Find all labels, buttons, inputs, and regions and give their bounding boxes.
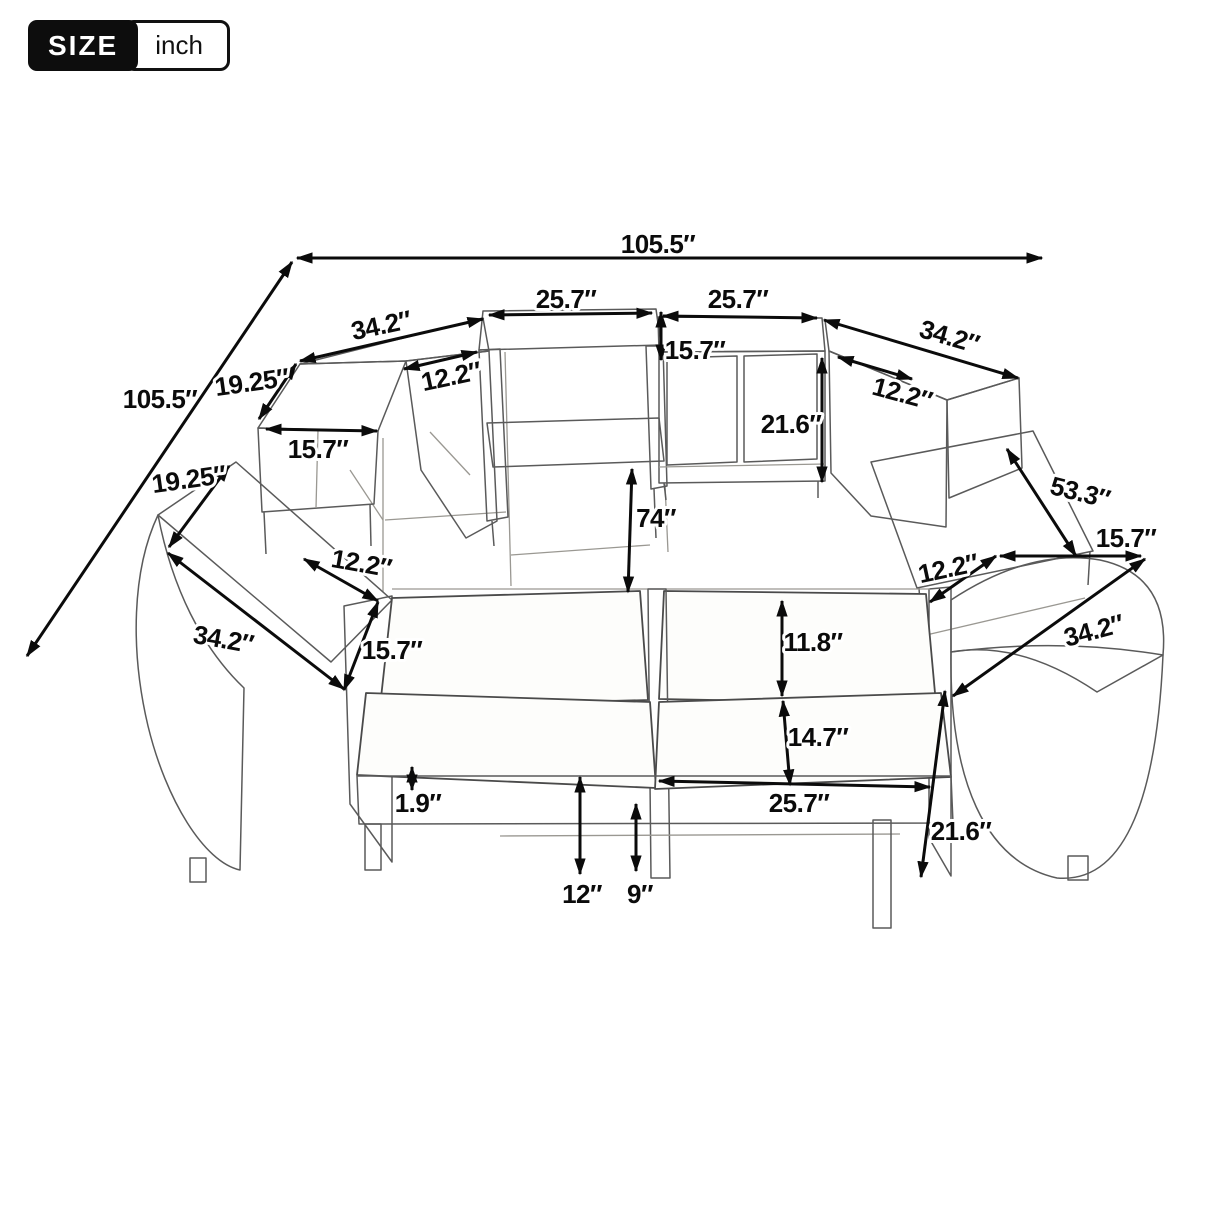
dim-label-sofa-arm-depth: 15.7″	[361, 635, 423, 665]
unit-label: inch	[124, 20, 230, 71]
dim-label-console-top-depth: 15.7″	[664, 335, 726, 365]
dim-arrow-inner-clearance	[628, 469, 632, 592]
loveseat	[357, 589, 953, 928]
dim-arrow-overall-depth-left	[27, 262, 292, 656]
dim-label-back-left-diag: 34.2″	[348, 304, 414, 347]
dimension-annotations	[27, 229, 1156, 909]
dim-label-left-panel-lower: 12.2″	[329, 543, 394, 584]
front-leg-left	[365, 824, 381, 870]
dim-label-cabinet-height: 21.6″	[760, 409, 822, 439]
dim-label-back-right-panel: 12.2″	[869, 370, 936, 416]
dim-label-corner-table-width: 15.7″	[287, 434, 349, 464]
dim-label-seat-height: 12″	[562, 879, 602, 909]
dim-label-corner-left-diag: 34.2″	[191, 619, 256, 660]
dim-label-back-left-panel: 12.2″	[418, 355, 484, 398]
dim-label-side-table-depth: 19.25″	[149, 459, 228, 500]
dim-label-seat-width: 25.7″	[768, 788, 830, 818]
dim-label-cabinet-width: 25.7″	[707, 284, 769, 314]
dim-label-seat-depth: 14.7″	[787, 722, 849, 752]
dim-label-right-panel-lower: 12.2″	[915, 547, 981, 590]
dim-label-back-right-diag: 34.2″	[916, 313, 983, 360]
dim-label-cushion-thickness: 1.9″	[394, 788, 442, 818]
dim-label-corner-height: 21.6″	[930, 816, 992, 846]
seat-cushion-left	[357, 693, 656, 788]
dim-label-corner-table-depth: 19.25″	[212, 362, 291, 403]
dim-label-console-width: 25.7″	[535, 284, 597, 314]
slat-side-table	[871, 431, 1093, 618]
dim-label-rail-height: 9″	[627, 879, 653, 909]
dim-label-slat-table-length: 53.3″	[1047, 470, 1114, 515]
dim-label-inner-clearance: 74″	[636, 503, 676, 533]
front-leg-right	[873, 820, 891, 928]
dim-arrow-corner-table-width	[266, 429, 377, 431]
dim-label-overall-width-top: 105.5″	[620, 229, 696, 259]
size-label: SIZE	[28, 20, 138, 71]
dim-label-slat-table-width: 15.7″	[1095, 523, 1157, 553]
dim-arrow-cabinet-width	[663, 316, 817, 318]
dim-label-corner-right-diag: 34.2″	[1060, 607, 1127, 653]
back-wedge-left	[300, 318, 497, 538]
dim-label-overall-depth-left: 105.5″	[122, 384, 198, 414]
dim-label-back-cushion-height: 11.8″	[783, 627, 843, 657]
